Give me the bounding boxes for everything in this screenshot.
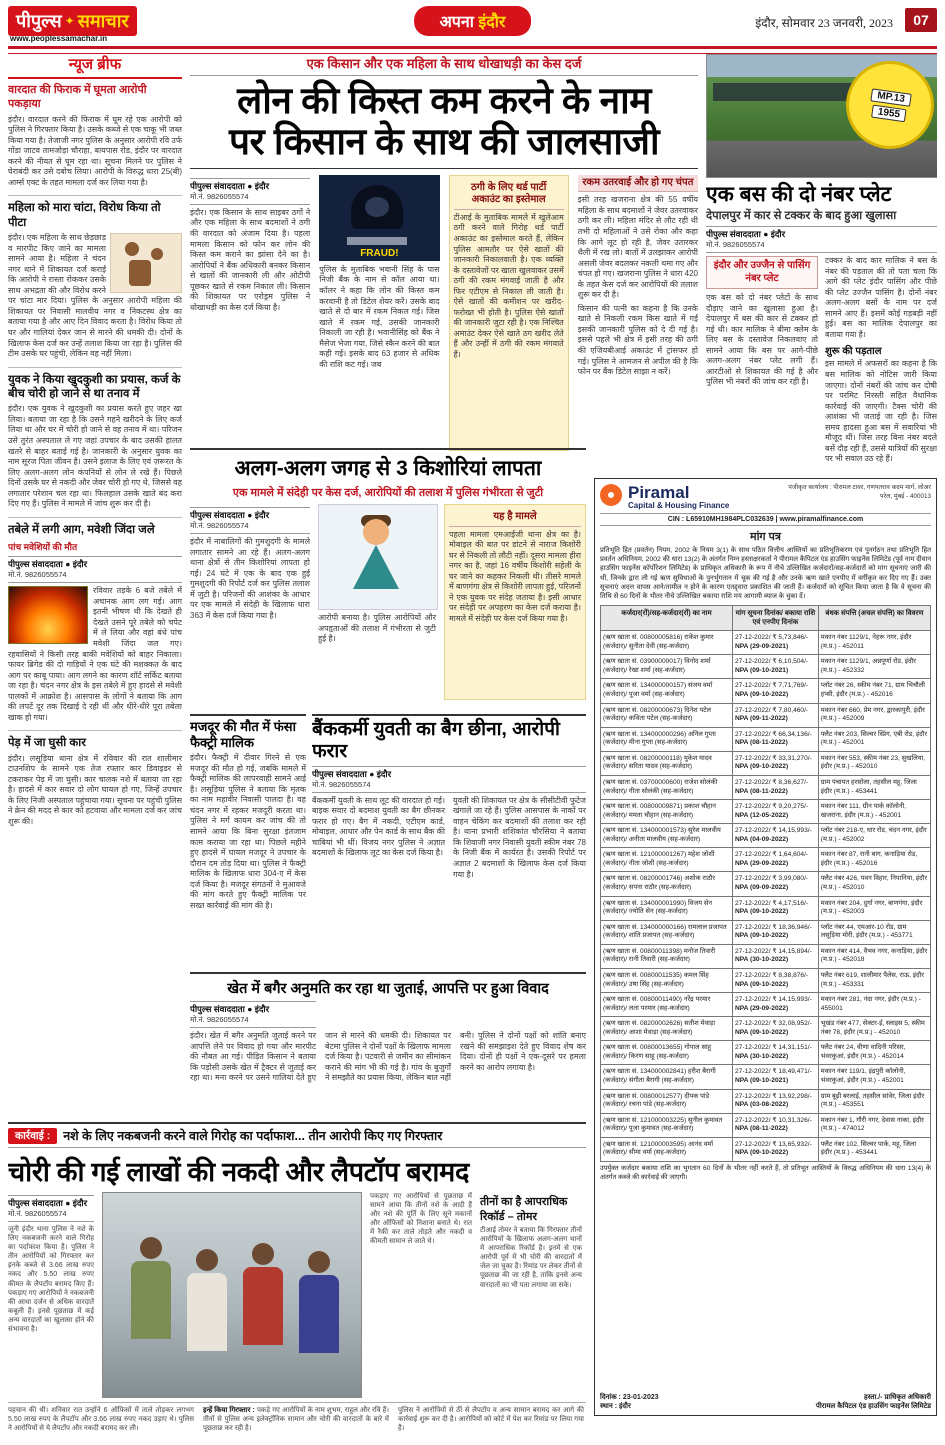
- notice-row: [601, 1065, 931, 1089]
- article-body: पुलिस ने आरोपियों से ठीं से लैपटॉप व अन्य सामान बरामद कर आगे की कार्रवाई शुरू कर दी है। आरोपियों को कोर्ट में पेश कर रिमांड पर लिया गया है।: [398, 1407, 584, 1433]
- banner-word-1: अपना: [439, 14, 479, 31]
- logo-word-1: पीपुल्स: [16, 11, 62, 31]
- demand-cell: 27-12-2022/ ₹ 18,49,471/- NPA (09-10-2021): [733, 1065, 819, 1089]
- cartoon-figure: [129, 260, 151, 286]
- table-header-row: [601, 606, 931, 631]
- headline: वारदात की फिराक में घूमता आरोपी पकड़ाया: [8, 84, 147, 110]
- borrower-cell: (ऋण खाता सं. 134000001573) सुरेश मालवीय (कर्जदार)/ अनीता मालवीय (सह-कर्जदार): [601, 824, 733, 848]
- demand-cell: 27-12-2022/ ₹ 3,99,080/- NPA (09-09-2022): [733, 872, 819, 896]
- box-body: पहला मामला एमआईजी थाना क्षेत्र का है। मोबाइल की बात पर डांटने से नाराज किशोरी घर से निकली तो लौटी नहीं। दूसरा मामला हीरा नगर का है, जहां 16 वर्षीय किशोरी सहेली के घर जाने का कहकर निकली थी। तीसरे मामले में बाणगंगा क्षेत्र से किशोरी लापता हुई, परिजनों ने एक युवक पर संदेह जताया है। इसी आधार पर संदेही पर अपहरण का केस दर्ज कराया है। मामले में संदेही पर केस दर्ज किया गया है।: [449, 529, 581, 623]
- byline: पीपुल्स संवाददाता ● इंदौर: [8, 1198, 88, 1208]
- website-link[interactable]: www.peoplessamachar.in: [10, 34, 108, 43]
- lead-headline-line2: पर किसान के साथ की जालसाजी: [228, 121, 660, 163]
- bag-body-columns: [312, 796, 586, 966]
- registered-office-text: पंजीकृत कार्यालय : पीरामल टावर, गणपतराव कदम मार्ग, लोअर परेल, मुंबई - 400013: [788, 484, 931, 500]
- borrower-cell: (ऋण खाता सं. 00800011490) नरेंद्र परमार (कर्जदार)/ लता परमार (सह-कर्जदार): [601, 993, 733, 1017]
- assault-cartoon-image: [110, 233, 182, 293]
- piramal-flower-icon: [600, 484, 622, 506]
- borrower-cell: (ऋण खाता सं. 134000000157) संजय वर्मा (कर्जदार)/ पूजा वर्मा (सह-कर्जदार): [601, 679, 733, 703]
- notice-row: [601, 751, 931, 775]
- fraud-label: FRAUD!: [360, 247, 399, 259]
- ad-brand-block: [628, 484, 729, 510]
- cartoon-figure: [151, 248, 163, 260]
- notice-row: [601, 920, 931, 944]
- demand-cell: 27-12-2022/ ₹ 8,36,627/- NPA (08-11-2022): [733, 775, 819, 799]
- lead-column-1: [190, 175, 310, 451]
- property-cell: मकान नंबर 414, वैभव नगर, कनाड़िया, इंदौर (म.प्र.) - 452018: [818, 944, 930, 968]
- reporter-phone: मो.नं. 9826055574: [190, 191, 249, 201]
- person-silhouette: [243, 1243, 283, 1345]
- demand-cell: 27-12-2022/ ₹ 7,80,460/- NPA (09-11-2022): [733, 703, 819, 727]
- demand-cell: 27-12-2022/ ₹ 14,15,894/- NPA (30-10-2022): [733, 944, 819, 968]
- demand-cell: 27-12-2022/ ₹ 9,20,275/- NPA (12-05-2022): [733, 800, 819, 824]
- person-silhouette: [131, 1237, 171, 1339]
- article-body: इंदौर। खेत में बगैर अनुमति जुताई करने पर आपत्ति लेने पर विवाद हो गया और मारपीट की नौबत आ गई। पीड़ित किसान ने बताया कि पड़ोसी उसके खेत में ट्रैक्टर से जुताई कर रहा था। मना करने पर उसने गालियां देते हुए जान से मारने की धमकी दी। शिकायत पर बेटमा पुलिस ने दोनों पक्षों के खिलाफ मामला दर्ज किया है। पटवारी से जमीन का सीमांकन कराने की मांग भी की गई है। गांव के बुजुर्गों ने समझौते का प्रयास किया, लेकिन बात नहीं बनी। पुलिस ने दोनों पक्षों को शांति बनाए रखने की समझाइश देते हुए विवाद शेष कर दिया। दोनों ही पक्षों ने एक-दूसरे पर हमला करने का आरोप लगाया है।: [190, 1031, 586, 1083]
- kicker-row: [8, 1122, 586, 1148]
- property-cell: मकान नंबर 553, स्कीम नंबर 23, सुखलिया, इंदौर (म.प्र.) - 452010: [818, 751, 930, 775]
- car-tree-article: [8, 730, 182, 827]
- property-cell: ग्राम बूढ़ी बरलाई, तहसील सांवेर, जिला इंदौर (म.प्र.) - 453551: [818, 1089, 930, 1113]
- notice-row: [601, 1137, 931, 1161]
- hooded-face: [365, 197, 389, 217]
- article-body: युवती की शिकायत पर क्षेत्र के सीसीटीवी फुटेज खंगाले जा रहे हैं। पुलिस आसपास के नाकों पर वाहन चेकिंग कर बदमाशों की तलाश कर रही है। थाना प्रभारी शशिकांत चौरसिया ने बताया कि शिवाजी नगर निवासी युवती स्कीम नंबर 78 के निजी बैंक में कार्यरत है। उसकी रिपोर्ट पर अज्ञात 2 बदमाशों के खिलाफ केस दर्ज किया गया है।: [453, 795, 586, 879]
- reporter-phone: मो.नं. 9826055574: [190, 521, 249, 530]
- property-cell: मकान नंबर 1129/1, अन्नपूर्णा रोड, इंदौर (म.प्र.) - 452332: [818, 655, 930, 679]
- property-cell: मकान नंबर 281, नंदा नगर, इंदौर (म.प्र.) - 455001: [818, 993, 930, 1017]
- notice-row: [601, 993, 931, 1017]
- person-silhouette: [299, 1251, 339, 1353]
- subheadline: पांच मवेशियों की मौत: [8, 542, 78, 553]
- byline: पीपुल्स संवाददाता ● इंदौर: [706, 229, 786, 240]
- notice-row: [601, 872, 931, 896]
- borrower-cell: (ऋण खाता सं. 08200001746) अशोक राठौर (कर्जदार)/ सपना राठौर (सह-कर्जदार): [601, 872, 733, 896]
- property-cell: प्लॉट नंबर 26, स्कीम नंबर 71, ग्राम भिचौली हप्सी, इंदौर (म.प्र.) - 452016: [818, 679, 930, 703]
- bus-photo: [706, 54, 937, 178]
- property-cell: मकान नंबर 1129/1, नेहरू नगर, इंदौर (म.प्र.) - 452011: [818, 631, 930, 655]
- girls-column-1: [190, 504, 310, 700]
- property-cell: भूखंड नंबर 477, सेक्टर-ई, स्लाइस 5, स्कीम नंबर 78, इंदौर (म.प्र.) - 452010: [818, 1017, 930, 1041]
- bus-story: [706, 54, 937, 474]
- notice-row: [601, 1017, 931, 1041]
- article-body: टीआई तोमर ने बताया कि गिरफ्तार तीनों आरोपियों के खिलाफ अलग-अलग थानों में आपराधिक रिकॉर्ड है। इनमें से एक आरोपी पूर्व में भी चोरी की वारदातों में जेल जा चुका है। रिमांड पर लेकर तीनों से पूछताछ की जा रही है, ताकि इनसे अन्य वारदातों का भी पता लगाया जा सके।: [480, 1227, 582, 1289]
- borrower-cell: (ऋण खाता सं. 00800011535) कमल सिंह (कर्जदार)/ उषा सिंह (सह-कर्जदार): [601, 968, 733, 992]
- borrower-cell: (ऋण खाता सं. 00800011398) मनोज तिवारी (कर्जदार)/ रानी तिवारी (सह-कर्जदार): [601, 944, 733, 968]
- article-body: एक बस को दो नंबर प्लेटों के साथ दौड़ाए जाने का खुलासा हुआ है। देपालपुर में बस की कार से टक्कर हो गई थी। कार मालिक ने बीमा क्लेम के लिए बस के दस्तावेज निकलवाए तो सामने आया कि बस पर आगे-पीछे अलग-अलग नंबर प्लेट लगी हैं। आरटीओ से शिकायत की गई है और पुलिस भी नंबरों की जांच कर रही है।: [706, 293, 818, 387]
- subheadline: देपालपुर में कार से टक्कर के बाद हुआ खुलासा: [706, 210, 897, 223]
- demand-cell: 27-12-2022/ ₹ 8,38,876/- NPA (09-10-2022): [733, 968, 819, 992]
- bag-snatch-story: [312, 714, 586, 966]
- headline: चोरी की गई लाखों की नकदी और लैपटॉप बरामद: [8, 1157, 470, 1187]
- property-cell: फ्लैट नंबर 426, पवन विहार, निपानिया, इंदौर (म.प्र.) - 452010: [818, 872, 930, 896]
- field-dispute-story: [190, 972, 586, 1118]
- property-cell: फ्लैट नंबर 24, वीणा वादिनी परिसर, भंवरकुआं, इंदौर (म.प्र.) - 452014: [818, 1041, 930, 1065]
- piramal-notice-ad: [594, 478, 937, 1416]
- masthead-rule: [8, 46, 937, 54]
- sub-section-title: तीनों का है आपराधिक रिकॉर्ड – तोमर: [480, 1196, 568, 1223]
- kicker: एक किसान और एक महिला के साथ धोखाधड़ी का केस दर्ज: [190, 54, 698, 76]
- notice-row: [601, 968, 931, 992]
- header-property: बंधक संपत्ति (अचल संपत्ति) का विवरण: [818, 606, 930, 631]
- header-borrower: कर्जदार(रों)/सह-कर्जदार(रों) का नाम: [601, 606, 733, 631]
- borrower-cell: (ऋण खाता सं. 00800009871) प्रकाश चौहान (कर्जदार)/ ममता चौहान (सह-कर्जदार): [601, 800, 733, 824]
- logo-star-icon: ✦: [64, 14, 75, 28]
- box-title: इंदौर और उज्जैन से पासिंग नंबर प्लेट: [713, 260, 811, 284]
- number-plate-1: MP.13: [871, 88, 912, 106]
- notice-row: [601, 800, 931, 824]
- borrower-cell: (ऋण खाता सं. 121000003225) सुनील कुमावत (कर्जदार)/ पूजा कुमावत (सह-कर्जदार): [601, 1113, 733, 1137]
- demand-cell: 27-12-2022/ ₹ 10,31,326/- NPA (08-11-2022): [733, 1113, 819, 1137]
- article-body: [203, 1406, 389, 1438]
- header-demand: मांग सूचना दिनांक/ बकाया राशि एवं एनपीए दिनांक: [733, 606, 819, 631]
- laptop-icon: [347, 237, 407, 245]
- ad-footer: [600, 1393, 931, 1411]
- byline: पीपुल्स संवाददाता ● इंदौर: [190, 1004, 270, 1014]
- borrower-cell: (ऋण खाता सं. 03700000600) राजेश सोलंकी (कर्जदार)/ गीता सोलंकी (सह-कर्जदार): [601, 775, 733, 799]
- notice-title: मांग पत्र: [750, 531, 781, 543]
- borrower-cell: (ऋण खाता सं. 134000000166) रामलाल प्रजापत (कर्जदार)/ शांति प्रजापत (सह-कर्जदार): [601, 920, 733, 944]
- cases-box: [444, 504, 586, 700]
- logo-word-2: समाचार: [77, 11, 129, 31]
- property-cell: मकान नंबर 660, प्रेम नगर, द्वारकापुरी, इंदौर (म.प्र.) - 452009: [818, 703, 930, 727]
- lead-column-4: [578, 175, 698, 451]
- headline: एक बस की दो नंबर प्लेट: [706, 183, 892, 206]
- headline: युवक ने किया खुदकुशी का प्रयास, कर्ज के बीच चोरी हो जाने से था तनाव में: [8, 367, 182, 402]
- fire-article: [8, 517, 182, 723]
- notice-table-body: [601, 631, 931, 1162]
- notice-row: [601, 727, 931, 751]
- brief-article-2: [8, 195, 182, 359]
- arrested-names-leadin: इन्हें किया गिरफ्तार :: [203, 1407, 255, 1414]
- box-title: यह है मामले: [449, 509, 581, 527]
- box-body: टीआई के मुताबिक मामले में खुलेआम ठगी करने वाले गिरोह थर्ड पार्टी अकाउंट का इस्तेमाल करते हैं, लेकिन पुलिस आमतौर पर ऐसे खातों की जानकारी निकालवाती है। एक व्यक्ति के दस्तावेजों पर खाता खुलवाकर उसमें ठगी की रकम मंगवाई जाती है और फिर एटीएम से निकाल ली जाती है। ऐसे खातों की कमीशन पर खरीद-फरोख्त भी होती है। पुलिस ऐसे खातों की जानकारी जुटा रही है। एक निश्चित अमाउंट देकर ऐसे खाते ठग खरीद लेते हैं और उन्हीं में ठगी की रकम मंगवाते हैं।: [453, 212, 564, 359]
- demand-cell: 27-12-2022/ ₹ 7,71,769/- NPA (09-10-2022): [733, 679, 819, 703]
- headline: पेड़ में जा घुसी कार: [8, 730, 182, 750]
- brand-subtitle: Capital & Housing Finance: [628, 501, 730, 510]
- notice-row: [601, 679, 931, 703]
- notice-row: [601, 1113, 931, 1137]
- person-silhouette: [187, 1249, 227, 1351]
- byline: पीपुल्स संवाददाता ● इंदौर: [190, 180, 270, 191]
- demand-cell: 27-12-2022/ ₹ 14,15,993/- NPA (04-09-2022): [733, 824, 819, 848]
- cartoon-figure: [125, 242, 139, 256]
- notice-row: [601, 631, 931, 655]
- raid-story: [8, 1122, 586, 1438]
- box-title: ठगी के लिए थर्ड पार्टी अकाउंट का इस्तेमाल: [454, 180, 564, 210]
- lead-story: [190, 54, 698, 451]
- dateline: इंदौर, सोमवार 23 जनवरी, 2023: [755, 16, 893, 30]
- demand-cell: 27-12-2022/ ₹ 32,08,952/- NPA (09-10-2022): [733, 1017, 819, 1041]
- byline-block: [190, 507, 310, 534]
- borrower-cell: (ऋण खाता सं. 03900000017) विनोद शर्मा (कर्जदार)/ रेखा शर्मा (सह-कर्जदार): [601, 655, 733, 679]
- article-body: पहचान की थी। शनिवार रात उन्होंने 6 ऑफिसों में ताले तोड़कर लगभग 5.50 लाख रुपए के लैपटॉप और 3.66 लाख रुपए नकद उड़ाए थे। पुलिस ने आरोपियों से ये लैपटॉप और नकदी बरामद कर ली।: [8, 1407, 194, 1433]
- borrower-cell: (ऋण खाता सं. 121000001267) महेश जोशी (कर्जदार)/ नीता जोशी (सह-कर्जदार): [601, 848, 733, 872]
- demand-cell: 27-12-2022/ ₹ 13,92,298/- NPA (03-08-2022): [733, 1089, 819, 1113]
- newspaper-logo: [8, 6, 137, 36]
- raid-bottom-strip: [8, 1402, 586, 1438]
- action-chip: कार्रवाई :: [8, 1128, 57, 1144]
- property-cell: प्लॉट नंबर 218-ए, धार रोड, चंदन नगर, इंदौर (म.प्र.) - 452002: [818, 824, 930, 848]
- raid-column-1: [8, 1192, 94, 1398]
- article-body: आरोपी बनाया है। पुलिस आरोपियों और अपहृताओं की तलाश में गंभीरता से जुटी हुई है।: [318, 613, 436, 644]
- property-cell: मकान नंबर 204, दुर्गा नगर, बाणगंगा, इंदौर (म.प्र.) - 452003: [818, 896, 930, 920]
- byline-block: [190, 178, 310, 205]
- reporter-phone: मो.नं. 9826055574: [190, 1015, 249, 1024]
- subheadline: एक मामले में संदेही पर केस दर्ज, आरोपियों की तलाश में पुलिस गंभीरता से जुटी: [232, 487, 544, 499]
- notice-footnote: उपर्युक्त कर्जदार बकाया राशि का भुगतान 60 दिनों के भीतर नहीं करते हैं, तो प्रतिभूत आस्तियों के विरुद्ध अधिनियम की धारा 13(4) के अंतर्गत कब्जे की कार्रवाई की जाएगी।: [600, 1164, 931, 1181]
- banner-word-2: इंदौर: [478, 14, 506, 31]
- property-cell: मकान नंबर 87, रानी बाग, कनाड़िया रोड, इंदौर (म.प्र.) - 452016: [818, 848, 930, 872]
- arrested-names-text: पकड़े गए आरोपियों के नाम शुभम, राहुल और रवि हैं। तीनों से पुलिस अन्य इलेक्ट्रॉनिक सामान और चोरी की वारदातों के बारे में पूछताछ कर रही है।: [203, 1407, 390, 1433]
- record-sub-article: [480, 1192, 582, 1398]
- headline: मजदूर की मौत में फंसा फैक्ट्री मालिक: [190, 714, 306, 750]
- cin-website-line[interactable]: CIN : L65910MH1984PLC032639 | www.piramalfinance.com: [600, 513, 931, 526]
- reporter-phone: मो.नं. 9826055574: [312, 779, 371, 789]
- property-cell: मकान नंबर 1, गौरी नगर, देवास नाका, इंदौर (म.प्र.) - 474012: [818, 1113, 930, 1137]
- bus-windows: [713, 83, 863, 101]
- headline: अलग-अलग जगह से 3 किशोरियां लापता: [190, 448, 586, 482]
- lead-headline-line1: लोन की किस्त कम करने के नाम: [237, 80, 651, 121]
- news-brief-column: [8, 54, 182, 1116]
- notice-row: [601, 896, 931, 920]
- property-cell: फ्लैट नंबर 203, सिल्वर स्प्रिंग, एबी रोड, इंदौर (म.प्र.) - 452001: [818, 727, 930, 751]
- borrower-cell: (ऋण खाता सं. 00800012577) दीपक पांडे (कर्जदार)/ रचना पांडे (सह-कर्जदार): [601, 1089, 733, 1113]
- headline-rule: [190, 168, 698, 169]
- illustration-dress: [353, 545, 399, 589]
- headline: महिला को मारा चांटा, विरोध किया तो पीटा: [8, 195, 182, 230]
- notice-row: [601, 775, 931, 799]
- byline-block: [706, 226, 937, 253]
- notice-row: [601, 1041, 931, 1065]
- byline: पीपुल्स संवाददाता ● इंदौर: [312, 768, 392, 779]
- bus-column-2: [825, 256, 937, 474]
- notice-row: [601, 703, 931, 727]
- bus-body-columns: [706, 256, 937, 474]
- edition-banner: [414, 6, 532, 36]
- number-plate-inset: [840, 55, 937, 154]
- borrower-cell: (ऋण खाता सं. 134000001990) विजय सेन (कर्जदार)/ ज्योति सेन (सह-कर्जदार): [601, 896, 733, 920]
- ad-footer-right: [816, 1393, 931, 1411]
- number-plate-2: 1955: [871, 104, 907, 122]
- girls-body-columns: [190, 504, 586, 700]
- box-body: इसी तरह खजराना क्षेत्र की 55 वर्षीय महिला के साथ बदमाशों ने जेवर उतरवाकर ठगी कर ली। महिला मंदिर से लौट रही थी तभी दो महिलाओं ने उसे रोका और कहा कि आगे लूट हो रही है, जेवर उतारकर थैली में रख लो। बातों में उलझाकर आरोपी असली जेवर बदलकर नकली थमा गए और चंपत हो गए। खजराना पुलिस ने धारा 420 के तहत केस दर्ज कर आरोपियों की तलाश शुरू कर दी है।: [577, 195, 698, 300]
- fire-photo: [8, 586, 88, 644]
- fraud-illustration: [319, 175, 439, 261]
- borrower-cell: (ऋण खाता सं. 134000000296) अनिल गुप्ता (कर्जदार)/ मीना गुप्ता (सह-कर्जदार): [601, 727, 733, 751]
- property-cell: मकान नंबर 119/1, इंद्रपुरी कॉलोनी, भंवरकुआं, इंदौर (म.प्र.) - 452001: [818, 1065, 930, 1089]
- box-title: रकम उतरवाई और हो गए चंपत: [578, 175, 698, 193]
- article-body: इंदौर। एक महिला के साथ छेड़छाड़ व मारपीट किए जाने का मामला सामने आया है। महिला ने चंदन नगर थाने में शिकायत दर्ज कराई कि आरोपी ने रास्ता रोककर उसके साथ अभद्रता की और विरोध करने पर चांटा मार दिया। पुलिस के अनुसार आरोपी महिला की शिकायत पर निवासी मालवीय नगर व निकटस्थ क्षेत्र का बताया गया है और आए दिन विवाद करता है। विरोध किया तो घर और गालियां देकर जान से मारने की धमकी दी। दोनों के खिलाफ केस दर्ज कर उन्हें तलाश किया जा रहा है। पुलिस की टीम उसके घर पहुंची, लेकिन वह नहीं मिला।: [8, 233, 182, 359]
- notice-row: [601, 655, 931, 679]
- news-brief-title: न्यूज ब्रीफ: [8, 54, 182, 79]
- illustration-head: [363, 519, 389, 545]
- article-body: पुलिस के मुताबिक भवानी सिंह के पास निजी बैंक के नाम से कॉल आया था। कॉलर ने कहा कि लोन की किस्त कम करवानी है तो डिटेल शेयर करें। उसके बाद खाते से दो बार में रकम निकल गई। जिस खाते में रकम गई, उसकी जानकारी निकाली जा रही है। भवानीसिंह को बैंक ने मैसेज भेजा गया, जिसे स्कैन करने की बात कही गई। इसके बाद 63 हजार से अधिक की राशि कट गई। जब: [319, 264, 440, 369]
- borrower-cell: (ऋण खाता सं. 00800005816) राकेश कुमार (कर्जदार)/ सुनीता देवी (सह-कर्जदार): [601, 631, 733, 655]
- property-cell: फ्लैट नंबर 102, सिल्वर पार्क, महू, जिला इंदौर (म.प्र.) - 453441: [818, 1137, 930, 1161]
- notice-row: [601, 824, 931, 848]
- demand-cell: 27-12-2022/ ₹ 14,31,151/- NPA (30-10-2022): [733, 1041, 819, 1065]
- ad-footer-left: [600, 1393, 659, 1411]
- property-cell: मकान नंबर 111, ग्रीन पार्क कॉलोनी, खजराना, इंदौर (म.प्र.) - 452001: [818, 800, 930, 824]
- article-body: इंदौर। एक युवक ने खुदकुशी का प्रयास करते हुए जहर खा लिया। बताया जा रहा है कि उसने गहने खरीदने के लिए कर्ज लिया था और घर में चोरी हो जाने से वह तनाव में था। परिजन उसे तुरंत अस्पताल ले गए जहां उपचार के बाद उसकी हालत खतरे से बाहर बताई गई है। जानकारी के अनुसार युवक का नाम सूरज पिता जीवन है। उसने इलाज के लिए एवं ज़रूरत के लिए अलग-अलग लोन कंपनियों से लोन ले रखे हैं। पिछले दिनों उसके घर से नकदी और जेवर चोरी हो गए थे, जिससे वह लगातार परेशान चल रहा था। फिलहाल उसके खाते बंद करा दिए गए हैं। पुलिस ने मामले में जांच शुरू कर दी है।: [8, 404, 182, 509]
- sub-section-title: शुरू की पड़ताल: [825, 346, 882, 358]
- notice-row: [601, 944, 931, 968]
- demand-cell: 27-12-2022/ ₹ 33,31,270/- NPA (09-10-2022): [733, 751, 819, 775]
- bus-column-1: [706, 256, 818, 474]
- borrower-cell: (ऋण खाता सं. 00800013655) गोपाल साहू (कर्जदार)/ किरण साहू (सह-कर्जदार): [601, 1041, 733, 1065]
- byline-block: [8, 556, 182, 583]
- article-body: बैंककर्मी युवती के साथ लूट की वारदात हो गई। बाइक सवार दो बदमाश युवती का बैग छीनकर फरार हो गए। बैग में नकदी, एटीएम कार्ड, मोबाइल, आधार और पेन कार्ड के साथ बैंक की चाबियां भी थीं। विजय नगर पुलिस ने अज्ञात बदमाशों के खिलाफ लूट का केस दर्ज किया है।: [312, 795, 445, 858]
- notice-date: दिनांक : 23-01-2023: [600, 1394, 659, 1401]
- article-body: इंदौर। लसूड़िया थाना क्षेत्र में रविवार की रात शालीमार टाउनशिप के सामने एक तेज रफ्तार कार डिवाइडर से टकराकर पेड़ में जा घुसी। कार चालक नशे में बताया जा रहा है। हादसे में कार सवार दो लोग घायल हो गए, जिन्हें उपचार के लिए निजी अस्पताल पहुंचाया गया। सूचना पर पहुंची पुलिस ने क्रेन की मदद से कार को हटवाया और मामला दर्ज कर जांच शुरू की।: [8, 753, 182, 826]
- demand-notice-table: [600, 605, 931, 1162]
- demand-cell: 27-12-2022/ ₹ 4,17,516/- NPA (09-10-2022): [733, 896, 819, 920]
- demand-cell: 27-12-2022/ ₹ 6,10,504/- NPA (09-10-2021): [733, 655, 819, 679]
- borrower-cell: (ऋण खाता सं. 121000003595) आनंद वर्मा (कर्जदार)/ सीमा वर्मा (सह-कर्जदार): [601, 1137, 733, 1161]
- article-body: इंदौर में नाबालिगों की गुमशुदगी के मामले लगातार सामने आ रहे हैं। अलग-अलग थाना क्षेत्रों से तीन किशोरियां लापता हो गईं। 24 घंटे में एक के बाद एक हुई गुमशुदगी की रिपोर्ट दर्ज कर पुलिस तलाश में जुटी है। परिजनों की आशंका के आधार पर एक मामले में संदेही के खिलाफ धारा 363 में केस दर्ज किया गया है।: [190, 537, 310, 620]
- company-name: पीरामल कैपिटल एंड हाउसिंग फाइनेंस लिमिटेड: [815, 1403, 931, 1410]
- article-body: रविवार तड़के 6 बजे तबेले में अचानक आग लग गई। आग इतनी भीषण थी कि देखते ही देखते उसने पूरे तबेले को चपेट में ले लिया और वहां बंधे पांच मवेशी जिंदा जल गए। रहवासियों ने किसी तरह बाकी मवेशियों को बाहर निकाला। फायर ब्रिगेड की दो गाड़ियों ने एक घंटे की मशक्कत के बाद आग पर काबू पाया। आग लगने का कारण शॉर्ट सर्किट बताया जा रहा है। चंदन नगर क्षेत्र के इस तबेले में हुए हादसे से मवेशी पालकों में आक्रोश है। आसपास के लोगों ने बताया कि आग की लपटें दूर तक दिखाई दे रही थीं और धीरे-धीरे पूरा तबेला खाक हो गया।: [8, 586, 182, 722]
- headline: खेत में बगैर अनुमति कर रहा था जुताई, आपत्ति पर हुआ विवाद: [190, 972, 586, 998]
- article-body: इंदौर। वारदात करने की फिराक में घूम रहे एक आरोपी को पुलिस ने गिरफ्तार किया है। उसके कब्जे से एक चाकू भी जब्त किया गया है। तेजाजी नगर पुलिस के अनुसार आरोपी रवि उर्फ गोंडा जाटव तामजोड़ा चौराहा, बायपास रोड, इंदौर पर वारदात करने की नीयत से घूम रहा था। सूचना मिलने पर पुलिस ने घेराबंदी कर उसे दबोच लिया। आरोपी के विरुद्ध धारा 25(बी) आर्म्स एक्ट के तहत मामला दर्ज कर लिया गया है।: [8, 114, 182, 187]
- article-body: टक्कर के बाद कार मालिक ने बस के नंबर की पड़ताल की तो पता चला कि आगे की प्लेट इंदौर पासिंग और पीछे की प्लेट उज्जैन पासिंग है। दोनों नंबर अलग-अलग बसों के नाम पर दर्ज सामने आए हैं। इसमें कोई गड़बड़ी नहीं हुई। बस का मालिक देपालपुर का बताया गया है।: [825, 256, 937, 339]
- kicker: नशे के लिए नकबजनी करने वाले गिरोह का पर्दाफाश... तीन आरोपी किए गए गिरफ्तार: [63, 1129, 443, 1143]
- brief-article-3: [8, 367, 182, 510]
- missing-girls-story: [190, 448, 586, 710]
- factory-death-story: [190, 714, 306, 966]
- raid-body-row: [8, 1192, 586, 1398]
- demand-cell: 27-12-2022/ ₹ 1,64,604/- NPA (29-09-2022): [733, 848, 819, 872]
- headline: बैंककर्मी युवती का बैग छीना, आरोपी फरार: [312, 714, 586, 763]
- missing-girl-illustration: [318, 504, 438, 610]
- lead-body-columns: [190, 175, 698, 451]
- lead-column-3: [449, 175, 569, 451]
- property-cell: फ्लैट नंबर 619, शालीमार पैलेस, राऊ, इंदौर (म.प्र.) - 453331: [818, 968, 930, 992]
- demand-cell: 27-12-2022/ ₹ 14,15,993/- NPA (29-09-2022): [733, 993, 819, 1017]
- third-party-account-box: [449, 175, 569, 451]
- article-body: पकड़ाए गए आरोपियों से पूछताछ में सामने आया कि तीनों नशे के आदी हैं और नशे की पूर्ति के लिए सूने मकानों और ऑफिसों को निशाना बनाते थे। रात में रैकी कर ताले तोड़ते और नकदी व कीमती सामान ले जाते थे।: [370, 1193, 472, 1246]
- ad-header: [600, 484, 931, 510]
- reporter-phone: मो.नं. 9826055574: [8, 570, 67, 580]
- lead-column-2: [319, 175, 439, 451]
- brand-name: Piramal: [628, 483, 690, 502]
- demand-cell: 27-12-2022/ ₹ 5,73,846/- NPA (29-09-2021): [733, 631, 819, 655]
- notice-place: स्थान : इंदौर: [600, 1403, 631, 1410]
- headline: तबेले में लगी आग, मवेशी जिंदा जले: [8, 517, 182, 537]
- lead-headline: [190, 80, 698, 163]
- borrower-cell: (ऋण खाता सं. 08200002626) सतीश मेवाड़ा (कर्जदार)/ आशा मेवाड़ा (सह-कर्जदार): [601, 1017, 733, 1041]
- passing-plate-box: [706, 256, 818, 289]
- borrower-cell: (ऋण खाता सं. 08200000118) मुकेश यादव (कर्जदार)/ सरिता यादव (सह-कर्जदार): [601, 751, 733, 775]
- notice-row: [601, 848, 931, 872]
- article-body: जूनी इंदौर थाना पुलिस ने नशे के लिए नकबजनी करने वाले गिरोह का पर्दाफाश किया है। पुलिस ने तीन आरोपियों को गिरफ्तार कर इनके कब्जे से 3.66 लाख रुपए नकद और 5.50 लाख रुपए कीमत के लैपटॉप बरामद किए हैं। पकड़ाए गए आरोपियों ने नकबजनी की आधा दर्जन से अधिक वारदातें कबूली हैं। इनसे पूछताछ में कई अन्य वारदातों का खुलासा होने की संभावना है।: [8, 1226, 94, 1334]
- demand-cell: 27-12-2022/ ₹ 18,36,946/- NPA (09-10-2022): [733, 920, 819, 944]
- reporter-phone: मो.नं. 9826055574: [706, 240, 765, 250]
- page-number: 07: [905, 8, 937, 32]
- raid-column-3: [370, 1192, 582, 1398]
- notice-row: [601, 1089, 931, 1113]
- article-body: किसान की पत्नी का कहना है कि उनके खाते से निकली रकम किस खाते में गई इसकी जानकारी पुलिस को दे दी गई है। इससे पहले भी क्षेत्र में इसी तरह की ठगी की एजियबीआई अकाउंट में ट्रांसफर हो गई। पुलिस ने आमजन से अपील की है कि फोन पर बैंक डिटेल साझा न करें।: [577, 303, 698, 377]
- demand-cell: 27-12-2022/ ₹ 66,34,136/- NPA (08-11-2022): [733, 727, 819, 751]
- demand-cell: 27-12-2022/ ₹ 13,65,932/- NPA (09-10-2022): [733, 1137, 819, 1161]
- byline-block: [8, 1195, 94, 1222]
- byline: पीपुल्स संवाददाता ● इंदौर: [190, 510, 270, 520]
- signatory: हस्ता./- प्राधिकृत अधिकारी: [864, 1394, 931, 1401]
- article-body: इस मामले में अफसरों का कहना है कि बस मालिक को नोटिस जारी किया जाएगा। दोनों नंबरों की जांच कर दोषी पर परमिट निरस्ती सहित वैधानिक कार्रवाई की जाएगी। टैक्स चोरी की आशंका भी जताई जा रही है। जिस समय हादसा हुआ बस में सवारियां भी मौजूद थीं। जिस तरह बिना नंबर बदले बसें दौड़ रही हैं, उससे यात्रियों की सुरक्षा पर भी सवाल उठ रहे हैं।: [825, 359, 937, 464]
- borrower-cell: (ऋण खाता सं. 08200000673) दिनेश पटेल (कर्जदार)/ कविता पटेल (सह-कर्जदार): [601, 703, 733, 727]
- notice-intro: प्रतिभूति हित (प्रवर्तन) नियम, 2002 के नियम 3(1) के साथ पठित वित्तीय आस्तियों का प्रतिभूतिकरण एवं पुनर्गठन तथा प्रतिभूति हित प्रवर्तन अधिनियम, 2002 की धारा 13(2) के अंतर्गत निम्न हस्ताक्षरकर्ता ने पीरामल कैपिटल एंड हाउसिंग फाइनेंस लिमिटेड (पूर्व नाम दीवान हाउसिंग फाइनेंस कॉर्पोरेशन लिमिटेड) के प्राधिकृत अधिकारी के रूप में नीचे उल्लिखित कर्जदारों/सह-कर्जदारों को मांग सूचनाएं जारी की थीं, जिनके द्वारा ली गई ऋण सुविधाओं के पुनर्भुगतान में चूक की गई है और उनके ऋण खाते एनपीए में वर्गीकृत कर दिए गए हैं। उक्त सूचनाएं अदत्त वापस आने/तामील न होने के कारण एतद्द्वारा प्रकाशित की जाती हैं। कर्जदारों को सूचित किया जाता है कि वे सूचना की तिथि से 60 दिनों के भीतर नीचे उल्लिखित बकाया राशि मय आगामी ब्याज के चुका दें।: [600, 547, 931, 600]
- byline: पीपुल्स संवाददाता ● इंदौर: [8, 559, 88, 570]
- article-body: इंदौर। फैक्ट्री में दीवार गिरने से एक मजदूर की मौत हो गई, जबकि मामले में फैक्ट्री मालिक की लापरवाही सामने आई है। लसूड़िया पुलिस ने बताया कि मृतक का नाम महावीर निवासी पालदा है। वह चंदन नगर में रहकर मजदूरी करता था। पुलिस ने मर्ग कायम कर जांच की तो सामने आया कि बिना सुरक्षा इंतजाम काम कराया जा रहा था। पिछले महीने हुए हादसे में घायल मजदूर ने उपचार के दौरान दम तोड़ दिया था। पुलिस ने फैक्ट्री मालिक के खिलाफ धारा 304-ए में केस दर्ज किया है। मजदूर संगठनों ने मुआवजे की मांग करते हुए फैक्ट्री मालिक पर सख्त कार्रवाई की मांग की है।: [190, 753, 306, 910]
- borrower-cell: (ऋण खाता सं. 134000002841) हरीश बैरागी (कर्जदार)/ संगीता बैरागी (सह-कर्जदार): [601, 1065, 733, 1089]
- masthead: [8, 4, 937, 44]
- byline-block: [312, 766, 586, 793]
- property-cell: ग्राम पंचायत हरसोला, तहसील महू, जिला इंदौर (म.प्र.) - 453441: [818, 775, 930, 799]
- arrested-accused-photo: [102, 1192, 362, 1398]
- article-body: इंदौर। एक किसान के साथ साइबर ठगों ने और एक महिला के साथ बदमाशों ने ठगी की वारदात को अंजाम दिया है। पहला मामला किसान को फोन कर लोन की किस्त कम कराने का झांसा देने का है। आरोपियों ने बैंक अधिकारी बनकर किसान से खातों की जानकारी ली और ओटीपी पूछकर खाते से रकम निकाल ली। किसान की शिकायत पर एरोड्रम पुलिस ने धोखाधड़ी का केस दर्ज किया है।: [190, 207, 311, 312]
- property-cell: प्लॉट नंबर 44, एमआर-10 रोड, ग्राम लसूड़िया मोरी, इंदौर (म.प्र.) - 453771: [818, 920, 930, 944]
- byline-block: [190, 1001, 316, 1028]
- girls-column-2: [318, 504, 436, 700]
- girls-column-3: [444, 504, 586, 700]
- reporter-phone: मो.नं. 9826055574: [8, 1209, 67, 1218]
- brief-article-1: [8, 84, 182, 188]
